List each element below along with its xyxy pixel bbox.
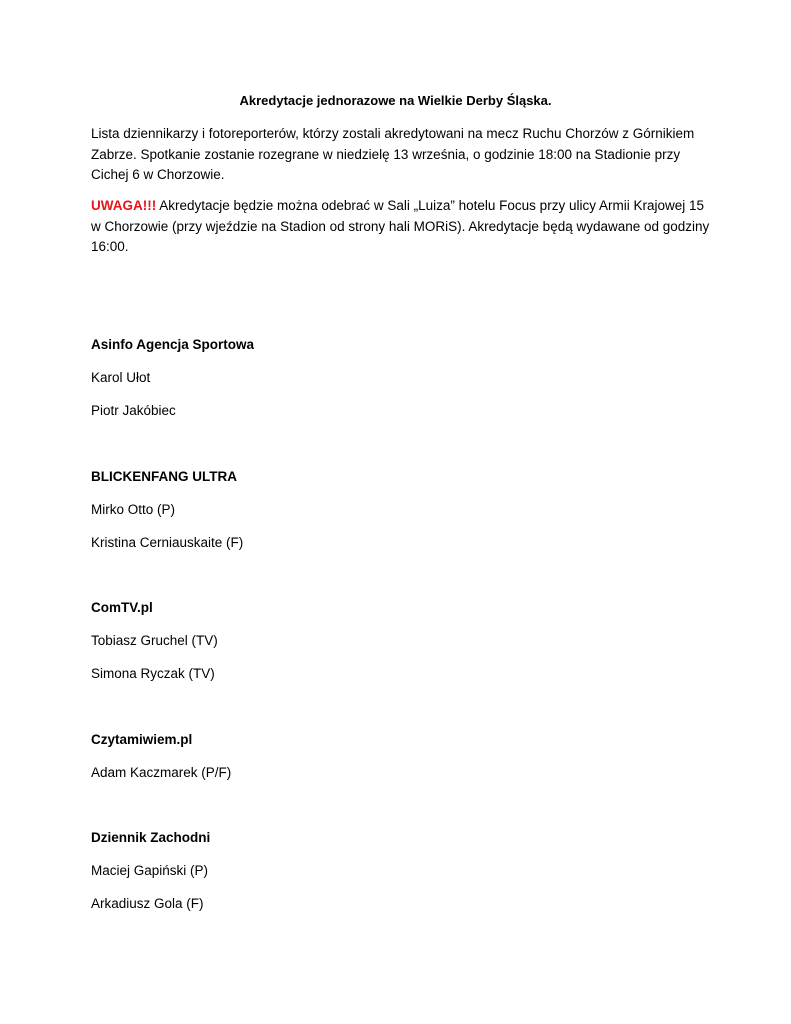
- warning-label: UWAGA!!!: [91, 198, 157, 213]
- outlet-name: Czytamiwiem.pl: [91, 732, 193, 747]
- accredited-person: Mirko Otto (P): [91, 502, 176, 517]
- warning-text: Akredytacje będzie można odebrać w Sali „Luiza” hotelu Focus przy ulicy Armii Krajowej 15 w Chorzowie (przy wjeździe na Stadion od strony hali MORiS). Akredytacje będą wydawane od godziny 16:00.: [91, 198, 710, 254]
- accredited-person: Adam Kaczmarek (P/F): [91, 765, 232, 780]
- outlet-name: Asinfo Agencja Sportowa: [91, 337, 255, 352]
- accredited-person: Simona Ryczak (TV): [91, 666, 215, 681]
- outlet-name: ComTV.pl: [91, 600, 153, 615]
- accredited-person: Karol Ułot: [91, 370, 151, 385]
- outlet-name: BLICKENFANG ULTRA: [91, 469, 237, 484]
- accredited-person: Tobiasz Gruchel (TV): [91, 633, 218, 648]
- outlet-name: Dziennik Zachodni: [91, 830, 211, 845]
- document-title: Akredytacje jednorazowe na Wielkie Derby Śląska.: [239, 93, 552, 108]
- accredited-person: Maciej Gapiński (P): [91, 863, 209, 878]
- accredited-person: Piotr Jakóbiec: [91, 403, 176, 418]
- warning-paragraph: [91, 196, 711, 258]
- accredited-person: Kristina Cerniauskaite (F): [91, 535, 244, 550]
- intro-paragraph: Lista dziennikarzy i fotoreporterów, którzy zostali akredytowani na mecz Ruchu Chorzów z Górnikiem Zabrze. Spotkanie zostanie rozegrane w niedzielę 13 września, o godzinie 18:00 na Stadionie przy Cichej 6 w Chorzowie.: [91, 126, 695, 182]
- accredited-person: Arkadiusz Gola (F): [91, 896, 204, 911]
